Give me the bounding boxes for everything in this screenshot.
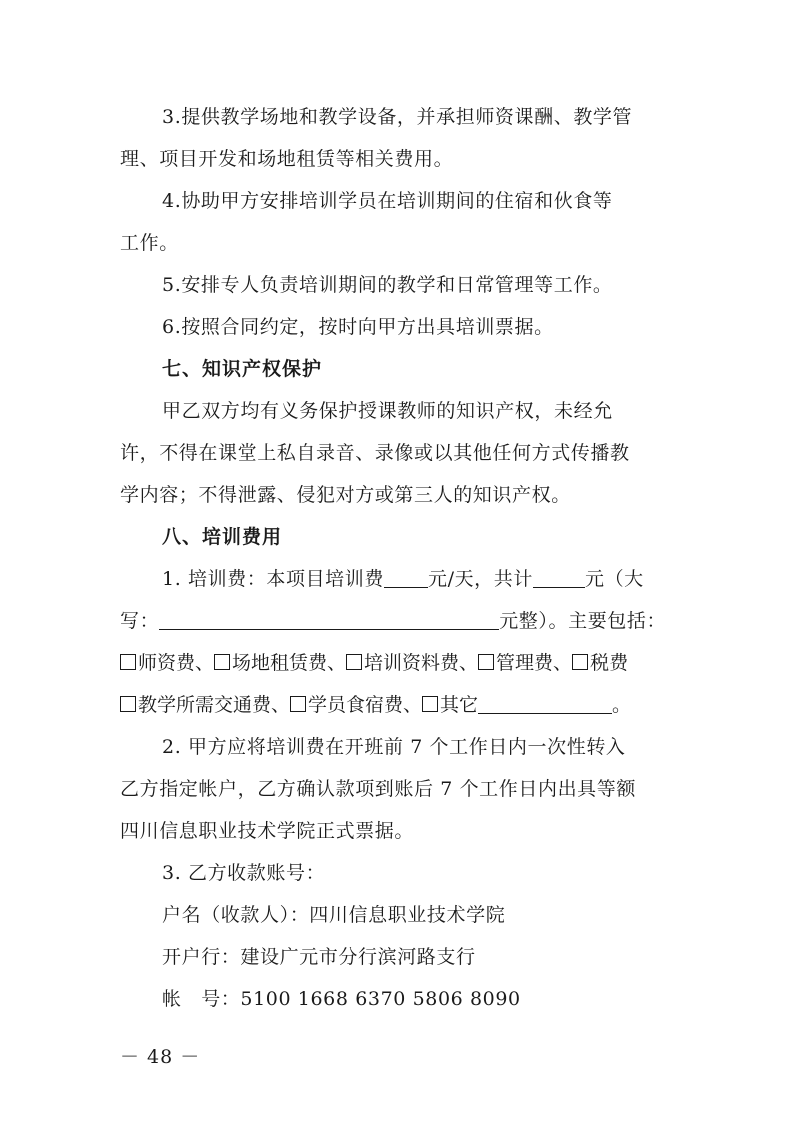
lodging-fee-checkbox[interactable] [290,696,306,712]
option-materials: 培训资料费、 [364,652,479,674]
page-number: － 48 － [120,1046,201,1068]
total-fee-blank[interactable] [533,567,585,588]
option-venue: 场地租赁费、 [232,652,347,674]
management-fee-checkbox[interactable] [478,654,494,670]
clause6-item6: 6.按照合同约定，按时向甲方出具培训票据。 [162,316,554,338]
tax-checkbox[interactable] [572,654,588,670]
clause6-item5: 5.安排专人负责培训期间的教学和日常管理等工作。 [162,274,613,296]
other-fee-checkbox[interactable] [422,696,438,712]
account-number-label: 帐 号： [162,988,241,1010]
daxie-line [120,607,680,635]
venue-fee-checkbox[interactable] [214,654,230,670]
clause8-item2-line1: 2. 甲方应将培训费在开班前 7 个工作日内一次性转入 [162,736,626,758]
options-end: 。 [612,694,632,716]
option-management: 管理费、 [496,652,573,674]
option-other: 其它 [440,694,479,716]
fee-line [162,565,722,593]
account-number: 5100 1668 6370 5806 8090 [240,988,521,1010]
materials-fee-checkbox[interactable] [346,654,362,670]
other-fee-blank[interactable] [478,693,612,714]
fee-yuan-open: 元（大 [584,568,644,590]
fee-prefix: 1. 培训费：本项目培训费 [162,568,384,590]
clause8-item3: 3. 乙方收款账号： [162,862,326,884]
account-name: 户名（收款人）：四川信息职业技术学院 [162,904,506,926]
daxie-prefix: 写： [120,610,160,632]
fee-yuan-close: 元整）。主要包括： [499,610,667,632]
fee-per-day: 元/天，共计 [427,568,533,590]
option-lodging: 学员食宿费、 [308,694,423,716]
option-transport: 教学所需交通费、 [138,694,291,716]
option-teacher: 师资费、 [138,652,215,674]
clause6-item4-line2: 工作。 [120,232,179,254]
clause6-item3-line2: 理、项目开发和场地租赁等相关费用。 [120,148,454,170]
amount-in-words-blank[interactable] [159,609,499,630]
options-line1 [120,649,680,677]
clause7-para-line2: 许，不得在课堂上私自录音、录像或以其他任何方式传播教 [120,442,630,464]
options-line2 [120,691,680,719]
bank-name: 开户行：建设广元市分行滨河路支行 [162,946,476,968]
daily-fee-blank[interactable] [384,567,428,588]
transport-fee-checkbox[interactable] [120,696,136,712]
account-number-line [162,985,722,1013]
clause7-heading: 七、知识产权保护 [162,358,323,380]
clause8-item2-line2: 乙方指定帐户，乙方确认款项到账后 7 个工作日内出具等额 [120,778,636,800]
clause8-item2-line3: 四川信息职业技术学院正式票据。 [120,820,415,842]
clause6-item4-line1: 4.协助甲方安排培训学员在培训期间的住宿和伙食等 [162,190,613,212]
clause7-para-line3: 学内容；不得泄露、侵犯对方或第三人的知识产权。 [120,484,571,506]
clause8-heading: 八、培训费用 [162,526,283,548]
clause6-item3-line1: 3.提供教学场地和教学设备，并承担师资课酬、教学管 [162,106,633,128]
teacher-fee-checkbox[interactable] [120,654,136,670]
option-tax: 税费 [590,652,629,674]
clause7-para-line1: 甲乙双方均有义务保护授课教师的知识产权，未经允 [162,400,613,422]
